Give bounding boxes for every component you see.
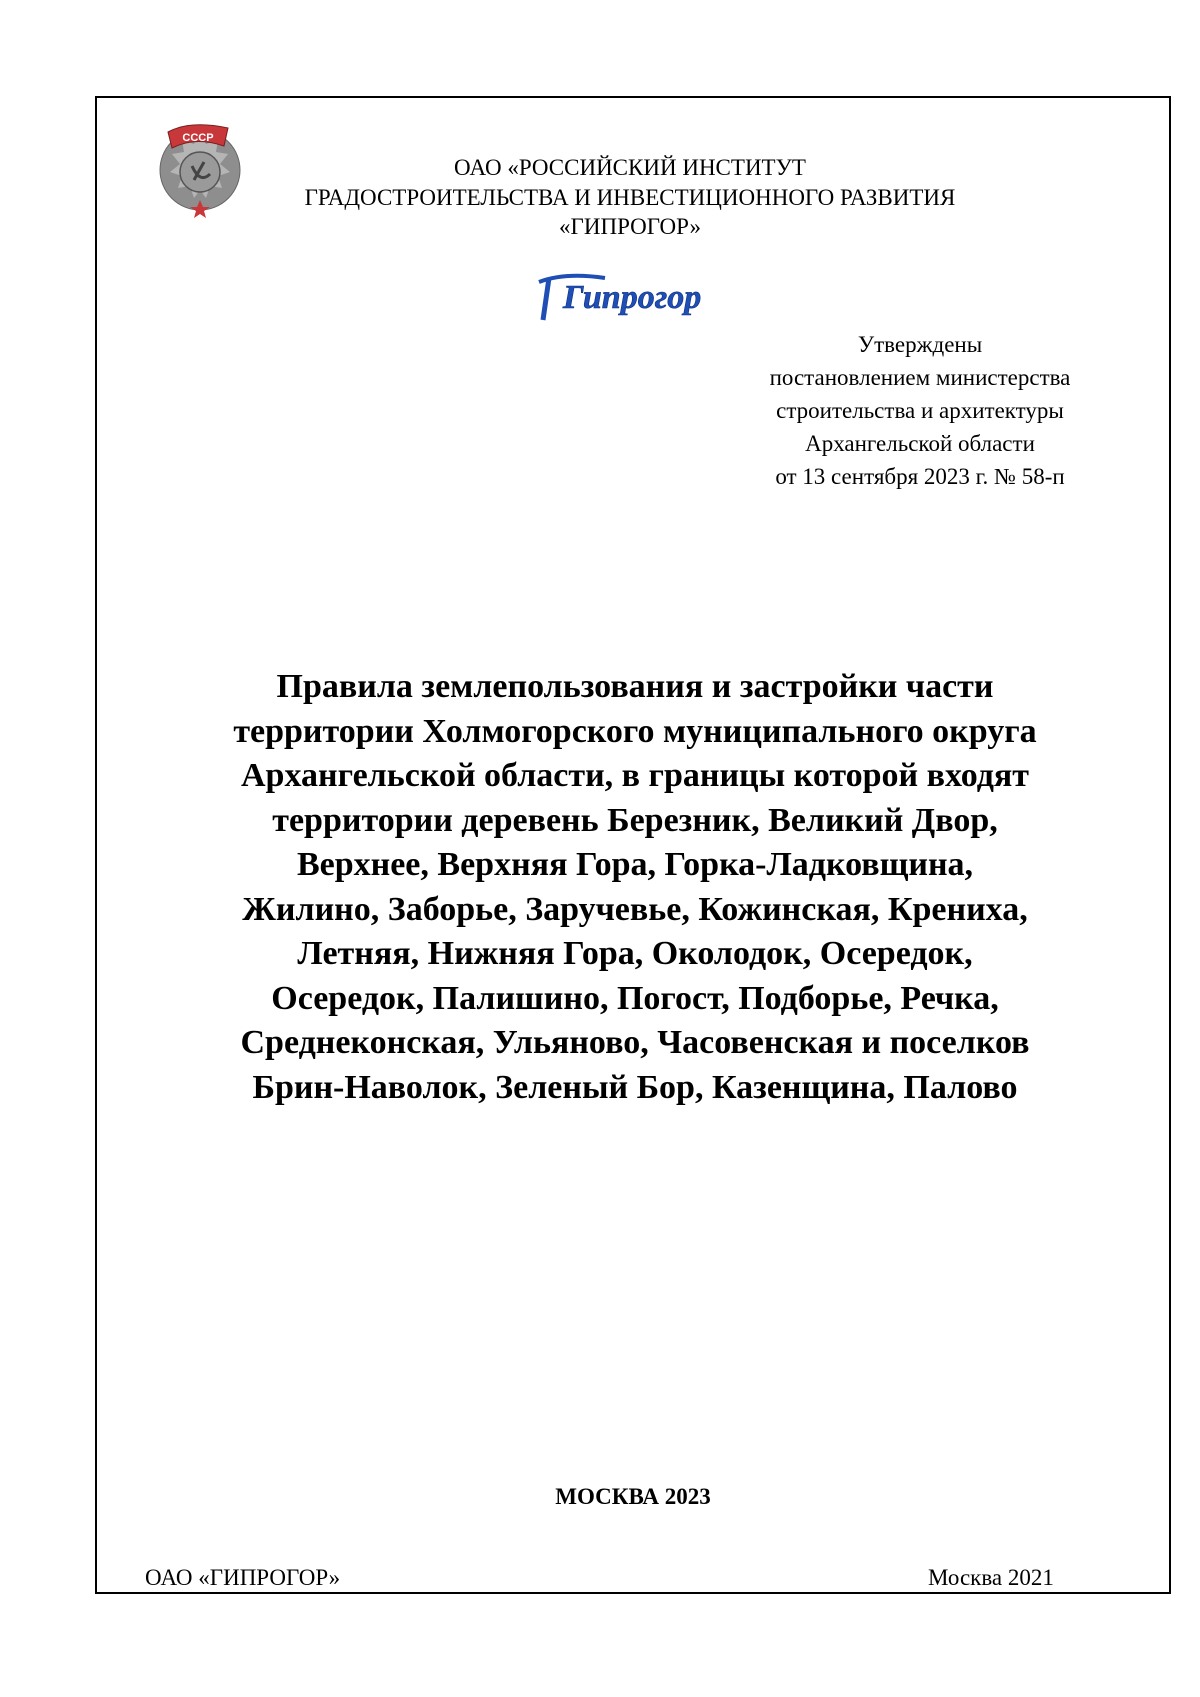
title-line: Правила землепользования и застройки части — [276, 668, 994, 705]
title-line: Жилино, Заборье, Заручевье, Кожинская, Крениха, — [242, 890, 1028, 928]
approval-line-4: Архангельской области — [805, 431, 1035, 456]
title-line: Верхнее, Верхняя Гора, Горка-Ладковщина, — [296, 846, 974, 883]
title-line: территории Холмогорского муниципального округа — [233, 712, 1037, 750]
city-year: МОСКВА 2023 — [555, 1484, 711, 1509]
title-line: Архангельской области, в границы которой входят — [240, 757, 1030, 794]
footer-city-year: Москва 2021 — [928, 1565, 1054, 1590]
approval-line-2: постановлением министерства — [769, 365, 1071, 390]
emblem-text: СССР — [182, 132, 214, 144]
title-line: территории деревень Березник, Великий Двор, — [272, 801, 998, 839]
approval-line-3: строительства и архитектуры — [776, 398, 1064, 423]
logo-text: Гипрогор — [563, 279, 702, 316]
document-title — [110, 665, 1160, 1110]
org-name-line-1: ОАО «РОССИЙСКИЙ ИНСТИТУТ — [454, 155, 806, 180]
giprogor-logo — [535, 268, 745, 324]
title-line: Летняя, Нижняя Гора, Околодок, Осередок, — [297, 935, 973, 972]
org-name-line-3: «ГИПРОГОР» — [559, 214, 701, 239]
title-line: Брин-Наволок, Зеленый Бор, Казенщина, Палово — [252, 1068, 1018, 1106]
footer-organization: ОАО «ГИПРОГОР» — [145, 1565, 341, 1590]
title-line: Среднеконская, Ульяново, Часовенская и поселков — [240, 1024, 1030, 1061]
org-name-line-2: ГРАДОСТРОИТЕЛЬСТВА И ИНВЕСТИЦИОННОГО РАЗВИТИЯ — [304, 185, 956, 210]
title-line: Осередок, Палишино, Погост, Подборье, Речка, — [271, 979, 999, 1017]
approval-line-5: от 13 сентября 2023 г. № 58-п — [775, 464, 1065, 489]
approval-line-1: Утверждены — [857, 332, 983, 357]
